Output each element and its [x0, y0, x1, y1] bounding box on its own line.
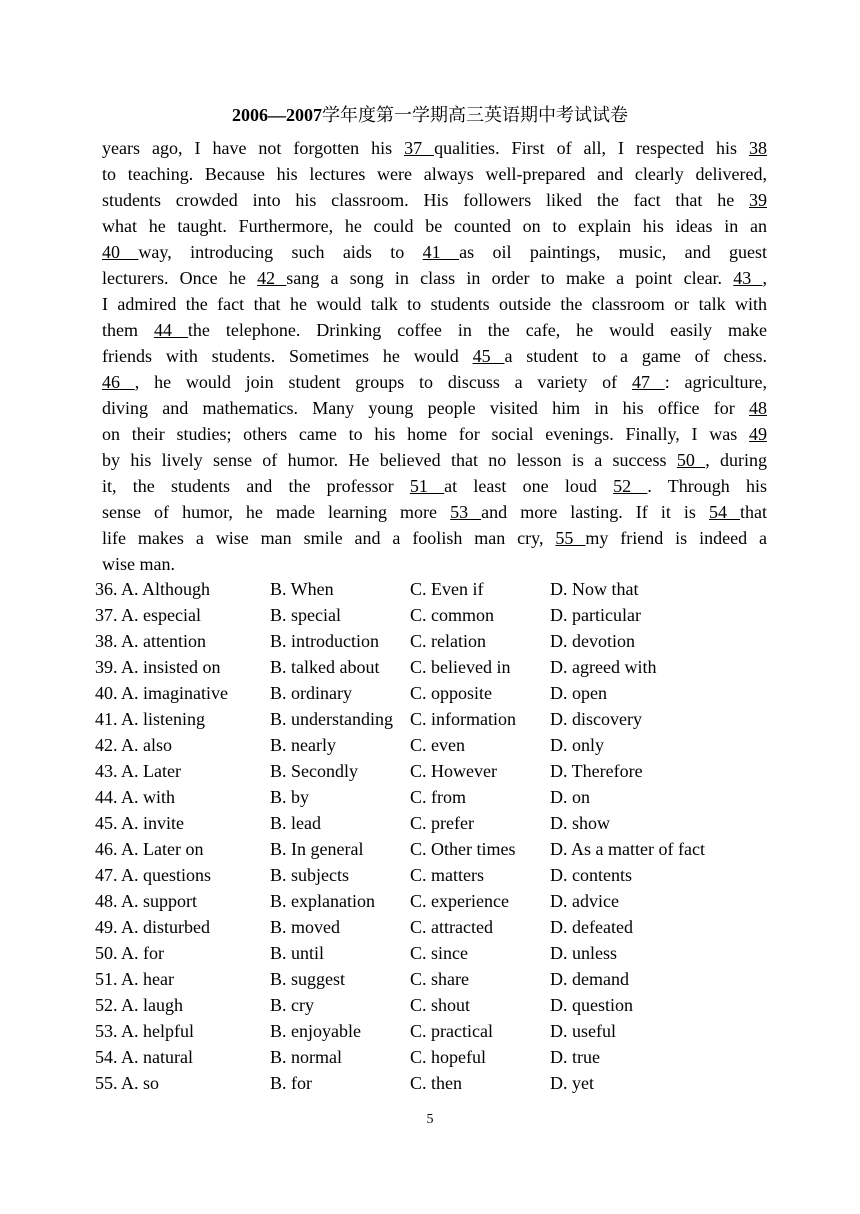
- answer-blank: 50: [676, 450, 706, 470]
- passage-line: [102, 187, 767, 213]
- question-row: [95, 628, 775, 654]
- passage-text: . Through his: [647, 476, 768, 496]
- option-d: D. show: [550, 813, 611, 833]
- passage-line: [102, 525, 767, 551]
- option-b: B. explanation: [270, 891, 375, 911]
- passage-text: qualities. First of all, I respected his: [434, 138, 749, 158]
- passage-text: sense of humor, he made learning more: [102, 502, 451, 522]
- answer-blank: 43: [733, 268, 763, 288]
- passage-text: it, the students and the professor: [102, 476, 410, 496]
- option-b: B. When: [270, 579, 334, 599]
- question-number: 36.: [95, 579, 118, 599]
- option-b: B. normal: [270, 1047, 342, 1067]
- passage-line: [102, 473, 767, 499]
- option-d: D. discovery: [550, 709, 642, 729]
- passage-text: diving and mathematics. Many young people visited him in his office for: [102, 398, 749, 418]
- answer-blank: 51: [409, 476, 445, 496]
- passage-text: at least one loud: [444, 476, 614, 496]
- option-b: B. In general: [270, 839, 364, 859]
- passage-text: way, introducing such aids to: [138, 242, 423, 262]
- option-c: C. common: [410, 605, 494, 625]
- answer-blank: 49: [749, 424, 767, 444]
- option-d: D. yet: [550, 1073, 594, 1093]
- answer-blank: 45: [472, 346, 505, 366]
- option-b: B. nearly: [270, 735, 336, 755]
- option-b: B. until: [270, 943, 325, 963]
- passage-text: a student to a game of chess.: [504, 346, 768, 366]
- option-d: D. useful: [550, 1021, 616, 1041]
- question-number: 54.: [95, 1047, 118, 1067]
- passage-text: my friend is indeed a: [585, 528, 767, 548]
- question-number: 45.: [95, 813, 118, 833]
- passage-text: as oil paintings, music, and guest: [459, 242, 768, 262]
- option-a-text: A. questions: [121, 865, 212, 885]
- passage-line: [102, 265, 767, 291]
- option-d: D. devotion: [550, 631, 635, 651]
- option-a: [95, 1044, 193, 1070]
- option-a: [95, 836, 203, 862]
- answer-blank: 37: [404, 138, 435, 158]
- option-a-text: A. listening: [121, 709, 206, 729]
- option-a: [95, 654, 221, 680]
- option-a: [95, 1018, 194, 1044]
- question-row: [95, 732, 775, 758]
- question-number: 50.: [95, 943, 118, 963]
- option-d: D. defeated: [550, 917, 633, 937]
- passage-line: [102, 421, 767, 447]
- option-a: [95, 862, 211, 888]
- option-d: D. advice: [550, 891, 619, 911]
- option-d: D. open: [550, 683, 607, 703]
- option-a-text: A. so: [121, 1073, 160, 1093]
- answer-blank: 44: [153, 320, 188, 340]
- question-row: [95, 992, 775, 1018]
- option-a: [95, 966, 174, 992]
- option-d: D. agreed with: [550, 657, 657, 677]
- option-d: D. particular: [550, 605, 641, 625]
- option-a: [95, 576, 210, 602]
- answer-blank: 52: [613, 476, 648, 496]
- answer-options: [95, 576, 775, 1096]
- question-row: [95, 1044, 775, 1070]
- option-b: B. introduction: [270, 631, 379, 651]
- option-a: [95, 680, 228, 706]
- question-number: 40.: [95, 683, 118, 703]
- option-d: D. on: [550, 787, 590, 807]
- answer-blank: 55: [555, 528, 586, 548]
- answer-blank: 46: [102, 372, 135, 392]
- passage-text: the telephone. Drinking coffee in the cafe, he would easily make: [187, 320, 767, 340]
- passage-line: [102, 213, 767, 239]
- passage-line: [102, 499, 767, 525]
- option-a: [95, 628, 206, 654]
- option-c: C. from: [410, 787, 466, 807]
- passage-line: [102, 551, 767, 577]
- passage-line: [102, 369, 767, 395]
- question-number: 52.: [95, 995, 118, 1015]
- answer-blank: 54: [708, 502, 741, 522]
- option-a-text: A. for: [121, 943, 165, 963]
- option-a: [95, 784, 175, 810]
- question-number: 49.: [95, 917, 118, 937]
- option-c: C. Other times: [410, 839, 516, 859]
- option-a-text: A. natural: [121, 1047, 193, 1067]
- option-c: C. information: [410, 709, 516, 729]
- option-a-text: A. imaginative: [121, 683, 228, 703]
- option-c: C. However: [410, 761, 497, 781]
- answer-blank: 53: [450, 502, 482, 522]
- question-row: [95, 784, 775, 810]
- option-a: [95, 602, 201, 628]
- passage-line: [102, 239, 767, 265]
- option-c: C. experience: [410, 891, 509, 911]
- option-b: B. understanding: [270, 709, 393, 729]
- option-a-text: A. insisted on: [121, 657, 221, 677]
- passage-text: ,: [762, 268, 767, 288]
- question-row: [95, 576, 775, 602]
- option-c: C. practical: [410, 1021, 493, 1041]
- option-d: D. only: [550, 735, 604, 755]
- question-number: 51.: [95, 969, 118, 989]
- option-c: C. Even if: [410, 579, 484, 599]
- question-number: 44.: [95, 787, 118, 807]
- option-a-text: A. helpful: [121, 1021, 194, 1041]
- option-a-text: A. Later: [121, 761, 181, 781]
- passage-text: sang a song in class in order to make a point clear.: [286, 268, 734, 288]
- passage-line: [102, 291, 767, 317]
- option-b: B. moved: [270, 917, 340, 937]
- option-d: D. true: [550, 1047, 600, 1067]
- question-row: [95, 758, 775, 784]
- option-c: C. believed in: [410, 657, 511, 677]
- option-a-text: A. Although: [121, 579, 211, 599]
- option-c: C. even: [410, 735, 465, 755]
- option-d: D. Now that: [550, 579, 639, 599]
- option-a-text: A. with: [121, 787, 176, 807]
- passage-text: and more lasting. If it is: [481, 502, 709, 522]
- question-row: [95, 966, 775, 992]
- question-row: [95, 1070, 775, 1096]
- passage-line: [102, 161, 767, 187]
- option-a: [95, 914, 210, 940]
- question-row: [95, 836, 775, 862]
- option-a-text: A. laugh: [121, 995, 184, 1015]
- passage-text: them: [102, 320, 154, 340]
- answer-blank: 42: [257, 268, 287, 288]
- option-c: C. shout: [410, 995, 471, 1015]
- passage-text: on their studies; others came to his home for social evenings. Finally, I was: [102, 424, 749, 444]
- option-a-text: A. especial: [121, 605, 201, 625]
- option-d: D. demand: [550, 969, 629, 989]
- answer-blank: 38: [749, 138, 767, 158]
- answer-blank: 48: [749, 398, 767, 418]
- passage-text: that: [740, 502, 768, 522]
- question-number: 42.: [95, 735, 118, 755]
- passage-line: [102, 395, 767, 421]
- passage-text: wise man.: [102, 554, 175, 574]
- option-b: B. Secondly: [270, 761, 358, 781]
- option-d: D. As a matter of fact: [550, 839, 705, 859]
- question-row: [95, 888, 775, 914]
- option-a-text: A. also: [121, 735, 173, 755]
- question-number: 47.: [95, 865, 118, 885]
- option-b: B. lead: [270, 813, 321, 833]
- question-row: [95, 654, 775, 680]
- option-a: [95, 732, 172, 758]
- passage-text: friends with students. Sometimes he would: [102, 346, 473, 366]
- option-b: B. for: [270, 1073, 312, 1093]
- option-d: D. unless: [550, 943, 617, 963]
- answer-blank: 39: [749, 190, 767, 210]
- passage-text: what he taught. Furthermore, he could be counted on to explain his ideas in an: [102, 216, 767, 236]
- passage-line: [102, 343, 767, 369]
- question-row: [95, 680, 775, 706]
- option-b: B. suggest: [270, 969, 346, 989]
- option-b: B. ordinary: [270, 683, 352, 703]
- title-text: 学年度第一学期高三英语期中考试试卷: [322, 105, 628, 125]
- question-number: 53.: [95, 1021, 118, 1041]
- question-row: [95, 862, 775, 888]
- option-a-text: A. hear: [121, 969, 174, 989]
- option-c: C. opposite: [410, 683, 493, 703]
- option-a: [95, 888, 197, 914]
- passage-text: life makes a wise man smile and a foolish man cry,: [102, 528, 556, 548]
- passage-text: by his lively sense of humor. He believed that no lesson is a success: [102, 450, 677, 470]
- passage-line: [102, 317, 767, 343]
- option-c: C. since: [410, 943, 468, 963]
- passage-line: [102, 135, 767, 161]
- question-row: [95, 810, 775, 836]
- option-d: D. Therefore: [550, 761, 643, 781]
- question-number: 55.: [95, 1073, 118, 1093]
- option-b: B. enjoyable: [270, 1021, 361, 1041]
- option-c: C. relation: [410, 631, 486, 651]
- question-number: 46.: [95, 839, 118, 859]
- option-a-text: A. attention: [121, 631, 206, 651]
- cloze-passage: [102, 135, 767, 577]
- question-number: 43.: [95, 761, 118, 781]
- option-c: C. attracted: [410, 917, 493, 937]
- question-number: 38.: [95, 631, 118, 651]
- passage-text: lecturers. Once he: [102, 268, 258, 288]
- passage-text: , he would join student groups to discuss a variety of: [134, 372, 632, 392]
- page-number: 5: [426, 1112, 434, 1127]
- title-year: 2006—2007: [232, 105, 322, 125]
- passage-text: : agriculture,: [664, 372, 768, 392]
- option-c: C. hopeful: [410, 1047, 486, 1067]
- question-row: [95, 1018, 775, 1044]
- passage-text: to teaching. Because his lectures were always well-prepared and clearly delivered,: [102, 164, 767, 184]
- option-d: D. question: [550, 995, 633, 1015]
- passage-text: years ago, I have not forgotten his: [102, 138, 405, 158]
- option-a: [95, 810, 184, 836]
- passage-text: students crowded into his classroom. His followers liked the fact that he: [102, 190, 749, 210]
- option-a-text: A. support: [121, 891, 198, 911]
- answer-blank: 47: [631, 372, 665, 392]
- option-b: B. by: [270, 787, 310, 807]
- option-a: [95, 940, 164, 966]
- option-c: C. prefer: [410, 813, 474, 833]
- page-title: [0, 103, 860, 127]
- question-row: [95, 914, 775, 940]
- option-a-text: A. disturbed: [121, 917, 211, 937]
- answer-blank: 40: [102, 242, 139, 262]
- question-number: 48.: [95, 891, 118, 911]
- answer-blank: 41: [422, 242, 460, 262]
- passage-line: [102, 447, 767, 473]
- passage-text: I admired the fact that he would talk to students outside the classroom or talk with: [102, 294, 767, 314]
- option-b: B. cry: [270, 995, 314, 1015]
- option-b: B. special: [270, 605, 341, 625]
- option-b: B. talked about: [270, 657, 380, 677]
- option-d: D. contents: [550, 865, 632, 885]
- question-number: 37.: [95, 605, 118, 625]
- option-a: [95, 1070, 159, 1096]
- passage-text: , during: [705, 450, 767, 470]
- option-a: [95, 758, 181, 784]
- question-number: 39.: [95, 657, 118, 677]
- option-b: B. subjects: [270, 865, 349, 885]
- option-a-text: A. invite: [121, 813, 185, 833]
- option-c: C. matters: [410, 865, 484, 885]
- option-a: [95, 992, 183, 1018]
- question-row: [95, 602, 775, 628]
- option-c: C. then: [410, 1073, 462, 1093]
- option-a: [95, 706, 205, 732]
- question-number: 41.: [95, 709, 118, 729]
- question-row: [95, 706, 775, 732]
- question-row: [95, 940, 775, 966]
- option-a-text: A. Later on: [121, 839, 204, 859]
- option-c: C. share: [410, 969, 469, 989]
